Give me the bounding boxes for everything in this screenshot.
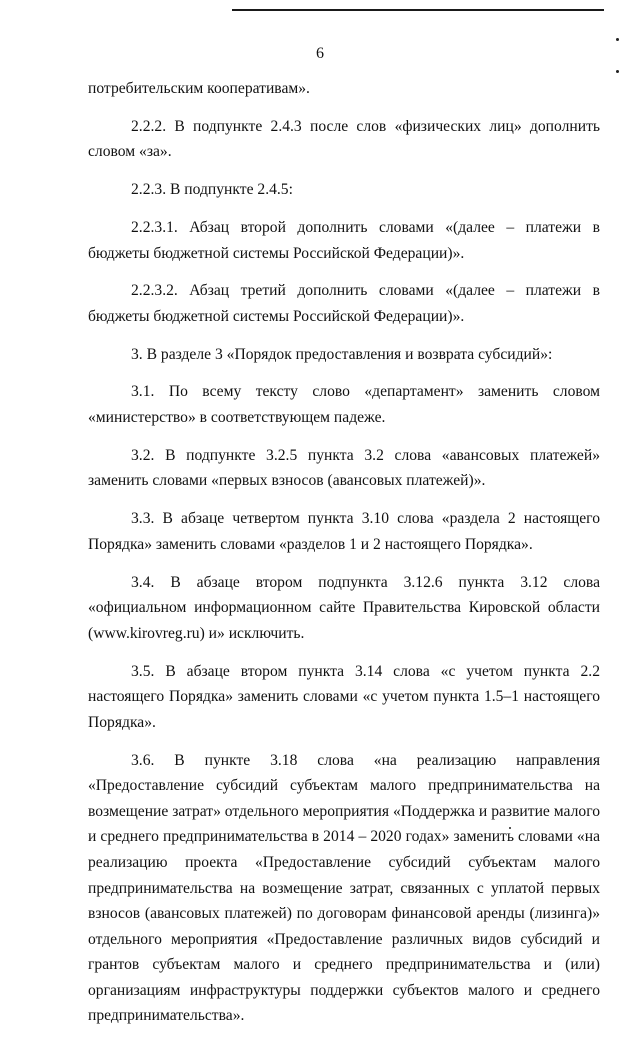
paragraph-continuation: потребительским кооперативам». [88,80,310,97]
top-border-line [232,9,604,11]
paragraph-3-5: 3.5. В абзаце втором пункта 3.14 слова «с учетом пункта 2.2 настоящего Порядка» заменить словами «с учетом пункта 1.5–1 настоящего Порядка». [88,662,600,731]
scan-speck [616,70,619,73]
scan-speck [616,38,619,41]
page-number: 6 [316,45,324,62]
paragraph-3-4: 3.4. В абзаце втором подпункта 3.12.6 пункта 3.12 слова «официальном информационном сайте Правительства Кировской области (www.kirovreg.ru) и» исключить. [88,573,600,642]
paragraph-2-2-3-1: 2.2.3.1. Абзац второй дополнить словами «(далее – платежи в бюджеты бюджетной системы Российской Федерации)». [88,218,600,262]
paragraph-3-1: 3.1. По всему тексту слово «департамент» заменить словом «министерство» в соответствующем падеже. [88,383,600,427]
paragraph-2-2-2: 2.2.2. В подпункте 2.4.3 после слов «физических лиц» дополнить словом «за». [88,117,600,161]
paragraph-3-3: 3.3. В абзаце четвертом пункта 3.10 слова «раздела 2 настоящего Порядка» заменить словами «разделов 1 и 2 настоящего Порядка». [88,510,600,553]
paragraph-2-2-3-2: 2.2.3.2. Абзац третий дополнить словами «(далее – платежи в бюджеты бюджетной системы Российской Федерации)». [88,282,600,325]
paragraph-3-6: 3.6. В пункте 3.18 слова «на реализацию направления «Предоставление субсидий субъектам малого предпринимательства на возмещение затрат» отдельного мероприятия «Поддержка и развитие малого и среднего предпринимательства в 2014 – 2020 годах» заменить словами «на реализацию проекта «Предоставление субсидий субъектам малого предпринимательства на возмещение затрат, связанных с уплатой первых взносов (авансовых платежей) по договорам финансовой аренды (лизинга)» отдельного мероприятия «Предоставление различных видов субсидий и грантов субъектам малого и среднего предпринимательства и (или) организациям инфраструктуры поддержки субъектов малого и среднего предпринимательства». [88,751,600,1025]
paragraph-2-2-3: 2.2.3. В подпункте 2.4.5: [131,181,293,199]
document-body [88,76,600,1041]
paragraph-3-2: 3.2. В подпункте 3.2.5 пункта 3.2 слова «авансовых платежей» заменить словами «первых взносов (авансовых платежей)». [88,446,600,490]
paragraph-3: 3. В разделе 3 «Порядок предоставления и возврата субсидий»: [131,345,553,363]
